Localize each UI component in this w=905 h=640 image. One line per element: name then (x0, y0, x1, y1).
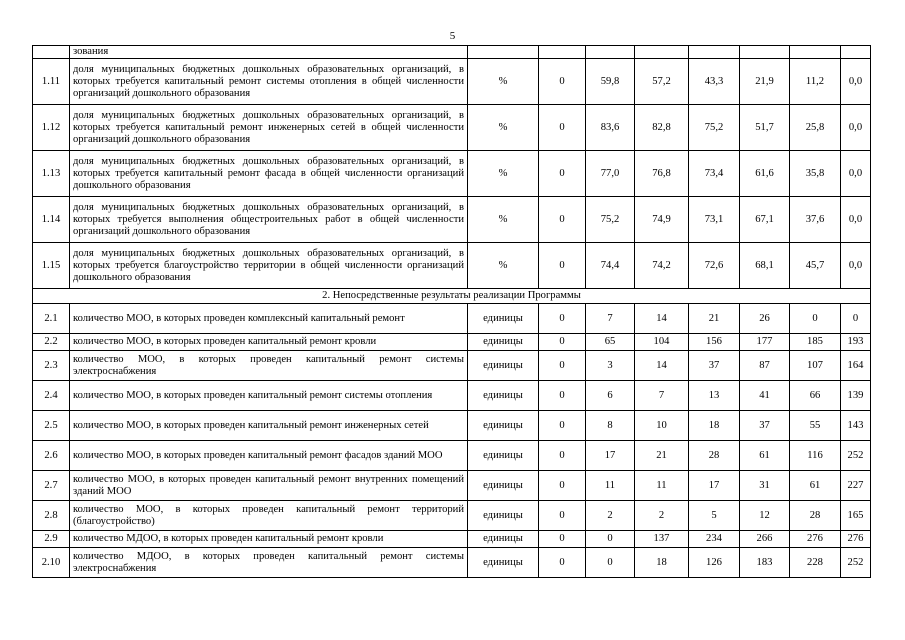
indicator-value: 17 (689, 471, 740, 501)
row-number: 2.2 (33, 334, 70, 351)
table-row (33, 501, 871, 531)
indicator-value: 0,0 (841, 197, 871, 243)
indicator-value: 12 (740, 501, 790, 531)
indicator-value: 0 (539, 531, 586, 548)
indicator-name: количество МОО, в которых проведен капитальный ремонт системы отопления (70, 381, 468, 411)
value-cell (539, 46, 586, 59)
indicator-value: 83,6 (586, 105, 635, 151)
unit-of-measure: % (468, 59, 539, 105)
unit-of-measure: % (468, 243, 539, 289)
indicator-value: 65 (586, 334, 635, 351)
indicator-value: 0 (539, 59, 586, 105)
indicator-value: 0 (539, 441, 586, 471)
indicator-value: 14 (635, 351, 689, 381)
indicator-value: 10 (635, 411, 689, 441)
indicator-value: 0 (539, 411, 586, 441)
indicator-value: 116 (790, 441, 841, 471)
indicator-value: 0,0 (841, 105, 871, 151)
indicator-value: 193 (841, 334, 871, 351)
indicator-value: 165 (841, 501, 871, 531)
indicator-value: 17 (586, 441, 635, 471)
indicator-value: 21 (635, 441, 689, 471)
indicator-value: 11,2 (790, 59, 841, 105)
indicator-value: 0 (841, 304, 871, 334)
indicator-name: количество МОО, в которых проведен капитальный ремонт фасадов зданий МОО (70, 441, 468, 471)
unit-of-measure: % (468, 151, 539, 197)
value-cell (841, 46, 871, 59)
indicator-value: 74,4 (586, 243, 635, 289)
indicator-name: количество МОО, в которых проведен капитальный ремонт внутренних помещений зданий МОО (70, 471, 468, 501)
indicator-value: 0 (586, 531, 635, 548)
unit-of-measure: единицы (468, 411, 539, 441)
indicator-value: 18 (635, 548, 689, 578)
indicator-value: 7 (635, 381, 689, 411)
value-cell (635, 46, 689, 59)
indicator-value: 18 (689, 411, 740, 441)
indicator-value: 7 (586, 304, 635, 334)
indicator-value: 104 (635, 334, 689, 351)
unit-of-measure: % (468, 105, 539, 151)
indicator-name: количество МОО, в которых проведен капитальный ремонт кровли (70, 334, 468, 351)
table-row (33, 243, 871, 289)
indicator-value: 61 (790, 471, 841, 501)
indicator-name: доля муниципальных бюджетных дошкольных образовательных организаций, в которых требуется капитальный ремонт инженерных сетей в общей численности организаций дошкольного образования (70, 105, 468, 151)
unit-cell (468, 46, 539, 59)
indicators-table (32, 45, 871, 578)
unit-of-measure: % (468, 197, 539, 243)
indicator-value: 76,8 (635, 151, 689, 197)
indicator-value: 0 (539, 334, 586, 351)
indicator-value: 139 (841, 381, 871, 411)
indicator-value: 74,2 (635, 243, 689, 289)
indicator-value: 25,8 (790, 105, 841, 151)
indicator-value: 11 (586, 471, 635, 501)
indicator-value: 2 (635, 501, 689, 531)
indicator-name: количество МДОО, в которых проведен капитальный ремонт системы электроснабжения (70, 548, 468, 578)
row-number: 2.5 (33, 411, 70, 441)
value-cell (790, 46, 841, 59)
indicator-value: 0,0 (841, 243, 871, 289)
indicator-value: 143 (841, 411, 871, 441)
section-title: 2. Непосредственные результаты реализации Программы (33, 289, 871, 304)
indicator-value: 66 (790, 381, 841, 411)
indicator-value: 57,2 (635, 59, 689, 105)
continuation-row (33, 46, 871, 59)
indicator-value: 0 (790, 304, 841, 334)
indicator-value: 43,3 (689, 59, 740, 105)
indicator-value: 0 (539, 471, 586, 501)
indicator-name: доля муниципальных бюджетных дошкольных образовательных организаций, в которых требуется выполнения общестроительных работ в общей численности организаций дошкольного образования (70, 197, 468, 243)
indicator-value: 61 (740, 441, 790, 471)
row-number: 1.13 (33, 151, 70, 197)
indicator-value: 228 (790, 548, 841, 578)
table-row (33, 351, 871, 381)
indicator-value: 55 (790, 411, 841, 441)
indicator-value: 252 (841, 548, 871, 578)
indicator-value: 72,6 (689, 243, 740, 289)
indicator-value: 82,8 (635, 105, 689, 151)
indicator-value: 137 (635, 531, 689, 548)
indicator-value: 0 (539, 304, 586, 334)
indicator-name: количество МДОО, в которых проведен капитальный ремонт кровли (70, 531, 468, 548)
indicator-value: 75,2 (689, 105, 740, 151)
unit-of-measure: единицы (468, 304, 539, 334)
row-number: 2.10 (33, 548, 70, 578)
table-row (33, 411, 871, 441)
indicator-value: 185 (790, 334, 841, 351)
indicator-name: доля муниципальных бюджетных дошкольных образовательных организаций, в которых требуется капитальный ремонт системы отопления в общей численности организаций дошкольного образования (70, 59, 468, 105)
unit-of-measure: единицы (468, 471, 539, 501)
indicator-value: 6 (586, 381, 635, 411)
indicator-value: 177 (740, 334, 790, 351)
indicator-value: 276 (790, 531, 841, 548)
indicator-value: 67,1 (740, 197, 790, 243)
row-number: 1.12 (33, 105, 70, 151)
table-row (33, 381, 871, 411)
indicator-value: 156 (689, 334, 740, 351)
indicator-value: 0 (539, 381, 586, 411)
indicator-value: 68,1 (740, 243, 790, 289)
indicator-value: 107 (790, 351, 841, 381)
indicator-value: 11 (635, 471, 689, 501)
indicator-value: 31 (740, 471, 790, 501)
value-cell (740, 46, 790, 59)
indicator-name: доля муниципальных бюджетных дошкольных образовательных организаций, в которых требуется капитальный ремонт фасада в общей численности организаций дошкольного образования (70, 151, 468, 197)
table-row (33, 441, 871, 471)
indicator-value: 73,4 (689, 151, 740, 197)
row-number: 1.15 (33, 243, 70, 289)
value-cell (689, 46, 740, 59)
unit-of-measure: единицы (468, 531, 539, 548)
indicator-value: 164 (841, 351, 871, 381)
indicator-value: 26 (740, 304, 790, 334)
row-number: 2.4 (33, 381, 70, 411)
value-cell (586, 46, 635, 59)
indicator-value: 0 (539, 197, 586, 243)
row-number: 2.9 (33, 531, 70, 548)
table-body (33, 46, 871, 578)
indicator-value: 45,7 (790, 243, 841, 289)
indicator-value: 0 (539, 501, 586, 531)
row-number: 2.6 (33, 441, 70, 471)
table-row (33, 151, 871, 197)
table-row (33, 471, 871, 501)
section-header-row (33, 289, 871, 304)
row-number: 2.8 (33, 501, 70, 531)
indicator-value: 234 (689, 531, 740, 548)
indicator-value: 0,0 (841, 59, 871, 105)
unit-of-measure: единицы (468, 334, 539, 351)
table-row (33, 197, 871, 243)
indicator-value: 0 (539, 151, 586, 197)
row-number: 2.1 (33, 304, 70, 334)
indicator-value: 14 (635, 304, 689, 334)
indicator-value: 37,6 (790, 197, 841, 243)
table-row (33, 334, 871, 351)
row-number-cell (33, 46, 70, 59)
table-row (33, 304, 871, 334)
table-row (33, 531, 871, 548)
indicator-value: 77,0 (586, 151, 635, 197)
indicator-value: 0 (586, 548, 635, 578)
indicator-value: 37 (689, 351, 740, 381)
table-row (33, 548, 871, 578)
indicator-value: 0 (539, 243, 586, 289)
row-number: 1.14 (33, 197, 70, 243)
indicator-value: 8 (586, 411, 635, 441)
indicator-value: 74,9 (635, 197, 689, 243)
indicator-value: 51,7 (740, 105, 790, 151)
indicator-value: 21 (689, 304, 740, 334)
indicator-value: 0 (539, 548, 586, 578)
unit-of-measure: единицы (468, 441, 539, 471)
indicator-name: количество МОО, в которых проведен капитальный ремонт инженерных сетей (70, 411, 468, 441)
table-row (33, 105, 871, 151)
indicator-name: количество МОО, в которых проведен капитальный ремонт системы электроснабжения (70, 351, 468, 381)
indicator-value: 21,9 (740, 59, 790, 105)
indicator-value: 35,8 (790, 151, 841, 197)
table-row (33, 59, 871, 105)
indicator-value: 87 (740, 351, 790, 381)
indicator-value: 0 (539, 105, 586, 151)
indicator-value: 126 (689, 548, 740, 578)
unit-of-measure: единицы (468, 548, 539, 578)
unit-of-measure: единицы (468, 381, 539, 411)
unit-of-measure: единицы (468, 501, 539, 531)
indicator-value: 41 (740, 381, 790, 411)
row-number: 2.3 (33, 351, 70, 381)
indicator-value: 73,1 (689, 197, 740, 243)
indicator-value: 75,2 (586, 197, 635, 243)
indicator-value: 61,6 (740, 151, 790, 197)
indicator-value: 0,0 (841, 151, 871, 197)
indicator-value: 266 (740, 531, 790, 548)
unit-of-measure: единицы (468, 351, 539, 381)
indicator-value: 59,8 (586, 59, 635, 105)
indicator-value: 276 (841, 531, 871, 548)
indicator-value: 13 (689, 381, 740, 411)
indicator-name: количество МОО, в которых проведен комплексный капитальный ремонт (70, 304, 468, 334)
indicator-value: 0 (539, 351, 586, 381)
row-number: 1.11 (33, 59, 70, 105)
indicator-value: 252 (841, 441, 871, 471)
continuation-text: зования (70, 46, 468, 59)
indicator-name: доля муниципальных бюджетных дошкольных образовательных организаций, в которых требуется благоустройство территории в общей численности организаций дошкольного образования (70, 243, 468, 289)
row-number: 2.7 (33, 471, 70, 501)
indicator-value: 5 (689, 501, 740, 531)
indicator-name: количество МОО, в которых проведен капитальный ремонт территорий (благоустройство) (70, 501, 468, 531)
indicator-value: 227 (841, 471, 871, 501)
indicator-value: 3 (586, 351, 635, 381)
indicator-value: 28 (790, 501, 841, 531)
indicator-value: 183 (740, 548, 790, 578)
indicator-value: 28 (689, 441, 740, 471)
indicator-value: 2 (586, 501, 635, 531)
page-number: 5 (449, 30, 456, 42)
indicator-value: 37 (740, 411, 790, 441)
